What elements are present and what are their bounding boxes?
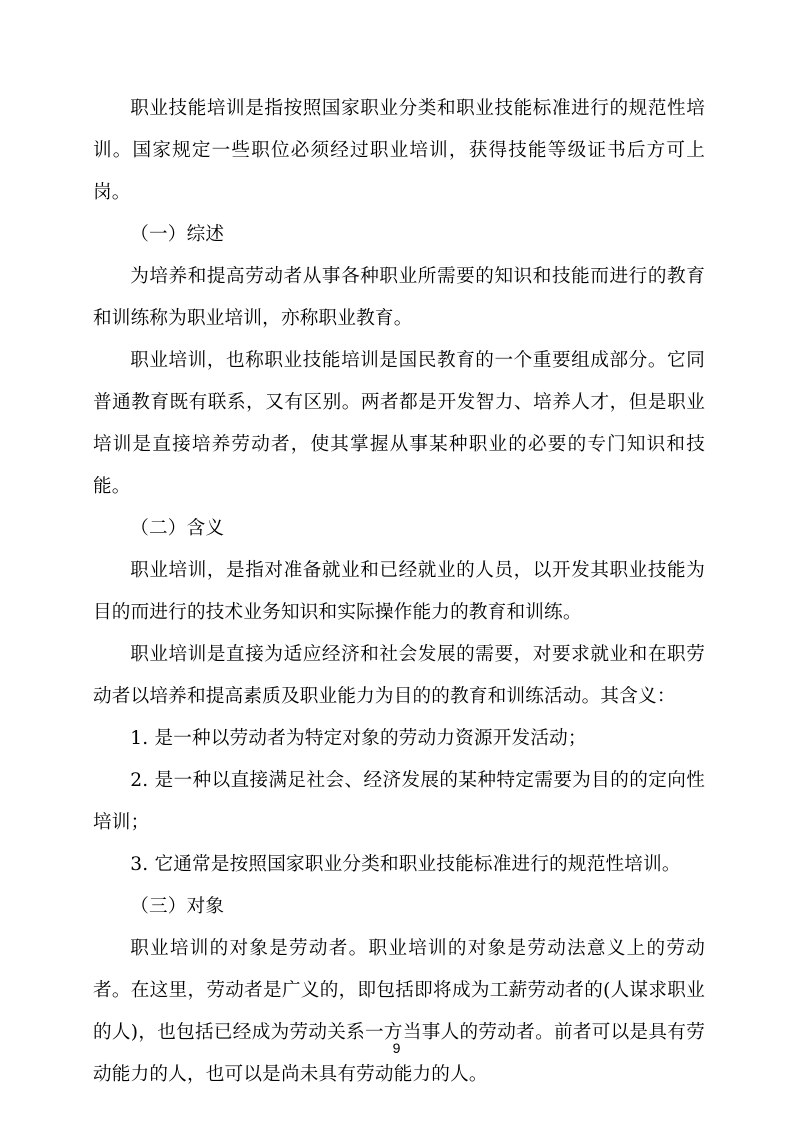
paragraph: 1. 是一种以劳动者为特定对象的劳动力资源开发活动； bbox=[130, 728, 587, 749]
page-number: 9 bbox=[392, 1040, 401, 1056]
paragraph: 职业技能培训是指按照国家职业分类和职业技能标准进行的规范性培训。国家规定一些职位必须经过职业培训，获得技能等级证书后方可上岗。 bbox=[93, 98, 705, 203]
document-body bbox=[93, 88, 705, 1096]
paragraph: 职业培训，是指对准备就业和已经就业的人员，以开发其职业技能为目的而进行的技术业务知识和实际操作能力的教育和训练。 bbox=[93, 560, 705, 623]
paragraph: （三）对象 bbox=[130, 896, 225, 917]
paragraph: 职业培训是直接为适应经济和社会发展的需要，对要求就业和在职劳动者以培养和提高素质及职业能力为目的的教育和训练活动。其含义： bbox=[93, 644, 705, 707]
paragraph: （二）含义 bbox=[130, 518, 225, 539]
paragraph: 职业培训的对象是劳动者。职业培训的对象是劳动法意义上的劳动者。在这里，劳动者是广义的，即包括即将成为工薪劳动者的(人谋求职业的人)，也包括已经成为劳动关系一方当事人的劳动者。前者可以是具有劳动能力的人，也可以是尚未具有劳动能力的人。 bbox=[93, 938, 705, 1085]
paragraph: （一）综述 bbox=[130, 224, 225, 245]
paragraph: 职业培训，也称职业技能培训是国民教育的一个重要组成部分。它同普通教育既有联系，又有区别。两者都是开发智力、培养人才，但是职业培训是直接培养劳动者，使其掌握从事某种职业的必要的专门知识和技能。 bbox=[93, 350, 705, 497]
paragraph: 为培养和提高劳动者从事各种职业所需要的知识和技能而进行的教育和训练称为职业培训，亦称职业教育。 bbox=[93, 266, 705, 329]
paragraph: 3. 它通常是按照国家职业分类和职业技能标准进行的规范性培训。 bbox=[130, 854, 681, 875]
paragraph: 2. 是一种以直接满足社会、经济发展的某种特定需要为目的的定向性培训； bbox=[93, 770, 705, 833]
